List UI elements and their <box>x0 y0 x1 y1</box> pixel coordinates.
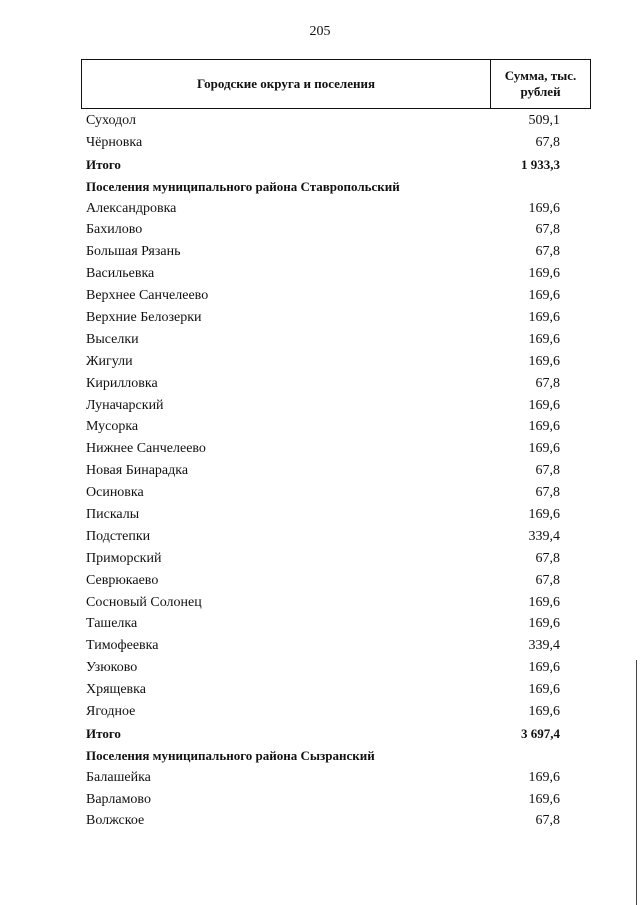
row-sum: 67,8 <box>535 485 560 501</box>
table-row <box>86 657 606 679</box>
row-name: Александровка <box>86 200 177 216</box>
row-name: Васильевка <box>86 266 155 282</box>
page-edge-line <box>636 660 637 905</box>
row-sum: 169,6 <box>528 769 560 785</box>
row-sum: 169,6 <box>528 441 560 457</box>
table-row <box>86 263 606 285</box>
row-name: Севрюкаево <box>86 572 159 588</box>
row-name: Ягодное <box>86 703 136 719</box>
table-row <box>86 635 606 657</box>
table-row <box>86 679 606 701</box>
table-row <box>86 416 606 438</box>
row-sum: 169,6 <box>528 353 560 369</box>
section-row <box>86 745 606 767</box>
row-sum: 67,8 <box>535 134 560 150</box>
row-name: Новая Бинарадка <box>86 463 189 479</box>
table-row <box>86 701 606 723</box>
row-name: Тимофеевка <box>86 638 159 654</box>
row-sum: 169,6 <box>528 791 560 807</box>
row-name: Верхние Белозерки <box>86 309 202 325</box>
table-row <box>86 329 606 351</box>
table-header <box>81 59 591 109</box>
row-sum: 169,6 <box>528 397 560 413</box>
row-name: Подстепки <box>86 528 151 544</box>
row-sum: 169,6 <box>528 703 560 719</box>
header-name-column: Городские округа и поселения <box>82 60 491 108</box>
row-name: Большая Рязань <box>86 244 181 260</box>
table-row <box>86 570 606 592</box>
table-body <box>86 110 606 832</box>
row-name: Жигули <box>86 353 133 369</box>
row-sum: 1 933,3 <box>521 156 560 172</box>
table-row <box>86 132 606 154</box>
row-sum: 339,4 <box>528 528 560 544</box>
table-row <box>86 460 606 482</box>
row-sum: 169,6 <box>528 288 560 304</box>
table-row <box>86 438 606 460</box>
row-name: Поселения муниципального района Сызранский <box>86 747 375 763</box>
header-sum-column: Сумма, тыс. рублей <box>504 68 577 99</box>
row-name: Верхнее Санчелеево <box>86 288 209 304</box>
row-sum: 169,6 <box>528 200 560 216</box>
table-row <box>86 613 606 635</box>
total-row <box>86 723 606 745</box>
row-name: Балашейка <box>86 769 151 785</box>
table-row <box>86 526 606 548</box>
row-sum: 509,1 <box>528 112 560 128</box>
table-row <box>86 198 606 220</box>
table-row <box>86 811 606 833</box>
row-sum: 67,8 <box>535 244 560 260</box>
row-name: Чёрновка <box>86 134 143 150</box>
row-name: Выселки <box>86 331 139 347</box>
row-name: Пискалы <box>86 506 140 522</box>
table-row <box>86 482 606 504</box>
row-name: Итого <box>86 156 121 172</box>
row-sum: 169,6 <box>528 309 560 325</box>
table-row <box>86 592 606 614</box>
table-row <box>86 351 606 373</box>
row-name: Приморский <box>86 550 162 566</box>
table-row <box>86 110 606 132</box>
row-sum: 67,8 <box>535 375 560 391</box>
row-name: Суходол <box>86 112 136 128</box>
table-row <box>86 767 606 789</box>
row-name: Бахилово <box>86 222 143 238</box>
row-name: Волжское <box>86 813 145 829</box>
row-sum: 169,6 <box>528 660 560 676</box>
row-name: Осиновка <box>86 485 144 501</box>
row-name: Варламово <box>86 791 151 807</box>
row-sum: 169,6 <box>528 682 560 698</box>
row-name: Кирилловка <box>86 375 158 391</box>
table-row <box>86 548 606 570</box>
row-sum: 67,8 <box>535 463 560 479</box>
table-row <box>86 219 606 241</box>
row-sum: 169,6 <box>528 616 560 632</box>
row-name: Луначарский <box>86 397 164 413</box>
row-name: Мусорка <box>86 419 139 435</box>
row-name: Ташелка <box>86 616 138 632</box>
table-row <box>86 373 606 395</box>
row-name: Итого <box>86 725 121 741</box>
row-sum: 67,8 <box>535 222 560 238</box>
row-name: Сосновый Солонец <box>86 594 202 610</box>
section-row <box>86 176 606 198</box>
total-row <box>86 154 606 176</box>
table-row <box>86 285 606 307</box>
row-name: Хрящевка <box>86 682 146 698</box>
row-name: Узюково <box>86 660 138 676</box>
row-sum: 169,6 <box>528 506 560 522</box>
row-sum: 67,8 <box>535 813 560 829</box>
row-sum: 169,6 <box>528 266 560 282</box>
row-sum: 67,8 <box>535 550 560 566</box>
row-sum: 67,8 <box>535 572 560 588</box>
page-number: 205 <box>309 24 331 39</box>
row-sum: 169,6 <box>528 331 560 347</box>
table-row <box>86 504 606 526</box>
row-name: Поселения муниципального района Ставропольский <box>86 178 400 194</box>
table-row <box>86 789 606 811</box>
row-sum: 339,4 <box>528 638 560 654</box>
row-sum: 169,6 <box>528 594 560 610</box>
row-name: Нижнее Санчелеево <box>86 441 206 457</box>
table-row <box>86 307 606 329</box>
row-sum: 169,6 <box>528 419 560 435</box>
table-row <box>86 395 606 417</box>
row-sum: 3 697,4 <box>521 725 560 741</box>
table-row <box>86 241 606 263</box>
